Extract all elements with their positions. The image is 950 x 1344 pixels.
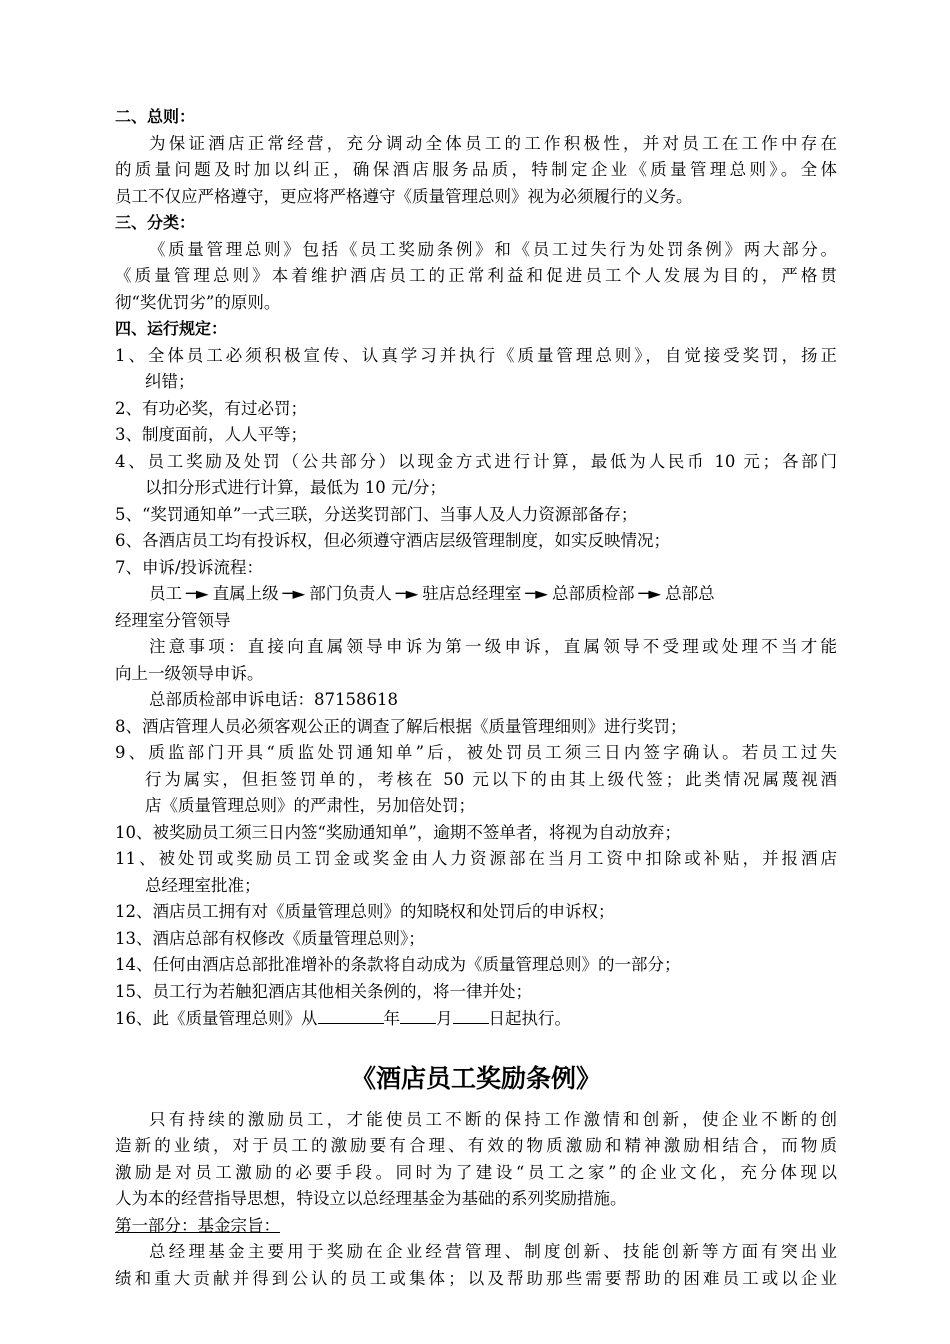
document-page	[115, 104, 837, 1292]
arrow-right-icon: ─►	[638, 584, 662, 603]
intro-line: 激励是对员工激励的必要手段。同时为了建设“员工之家”的企业文化，充分体现以	[115, 1162, 837, 1182]
paragraph-line: 员工不仅应严格遵守，更应将严格遵守《质量管理总则》视为必须履行的义务。	[115, 186, 693, 206]
rule-item-9-cont: 店《质量管理总则》的严肃性，另加倍处罚；	[145, 796, 475, 815]
section-heading-classification: 三、分类：	[115, 213, 196, 232]
rule-item-12: 12、酒店员工拥有对《质量管理总则》的知晓权和处罚后的申诉权；	[115, 902, 615, 921]
arrow-right-icon: ─►	[395, 584, 419, 603]
document-title: 《酒店员工奖励条例》	[350, 1063, 601, 1093]
intro-line: 人为本的经营指导思想，特设立以总经理基金为基础的系列奖励措施。	[115, 1189, 627, 1208]
day-blank	[453, 1005, 489, 1024]
rule-item-4: 4、员工奖励及处罚（公共部分）以现金方式进行计算，最低为人民币 10 元；各部门	[115, 451, 837, 471]
flow-step: 直属上级	[212, 584, 279, 603]
note-line: 注意事项：直接向直属领导申诉为第一级申诉，直属领导不受理或处理不当才能	[149, 637, 837, 656]
flow-step: 驻店总经理室	[422, 584, 522, 603]
rule-item-13: 13、酒店总部有权修改《质量管理总则》；	[115, 928, 425, 948]
flow-step: 员工	[149, 584, 182, 603]
part1-heading: 第一部分：基金宗旨：	[115, 1215, 280, 1235]
rule-item-9: 9、质监部门开具“质监处罚通知单”后，被处罚员工须三日内签字确认。若员工过失	[115, 743, 837, 762]
intro-line: 造新的业绩，对于员工的激励要有合理、有效的物质激励和精神激励相结合，而物质	[115, 1136, 837, 1155]
flow-step: 总部质检部	[552, 584, 635, 603]
year-label: 年	[383, 1009, 400, 1028]
rule-item-6: 6、各酒店员工均有投诉权，但必须遵守酒店层级管理制度，如实反映情况；	[115, 531, 670, 550]
paragraph-line: 《质量管理总则》包括《员工奖励条例》和《员工过失行为处罚条例》两大部分。	[149, 239, 837, 259]
paragraph-line: 的质量问题及时加以纠正，确保酒店服务品质，特制定企业《质量管理总则》。全体	[115, 160, 837, 179]
rule-item-9-cont: 行为属实，但拒签罚单的，考核在 50 元以下的由其上级代签；此类情况属蔑视酒	[145, 769, 837, 789]
rule-item-8: 8、酒店管理人员必须客观公正的调查了解后根据《质量管理细则》进行奖罚；	[115, 716, 687, 736]
rule-item-1: 1、全体员工必须积极宣传、认真学习并执行《质量管理总则》，自觉接受奖罚，扬正	[115, 345, 837, 365]
note-line: 向上一级领导申诉。	[115, 663, 264, 683]
part1-line: 总经理基金主要用于奖励在企业经营管理、制度创新、技能创新等方面有突出业	[149, 1242, 837, 1261]
appeal-phone: 总部质检部申诉电话：87158618	[149, 690, 398, 709]
rule-item-1-cont: 纠错；	[145, 372, 195, 391]
appeal-flow	[115, 581, 837, 608]
rule-item-16-text: 16、此《质量管理总则》从	[115, 1009, 318, 1028]
rule-item-11: 11、被处罚或奖励员工罚金或奖金由人力资源部在当月工资中扣除或补贴，并报酒店	[115, 849, 837, 868]
section-heading-rules: 四、运行规定：	[115, 319, 228, 338]
rule-item-15: 15、员工行为若触犯酒店其他相关条例的，将一律并处；	[115, 981, 532, 1001]
paragraph-line: 《质量管理总则》本着维护酒店员工的正常利益和促进员工个人发展为目的，严格贯	[115, 266, 837, 285]
arrow-right-icon: ─►	[282, 584, 306, 603]
day-label: 日起执行。	[488, 1009, 571, 1028]
rule-item-10: 10、被奖励员工须三日内签“奖励通知单”，逾期不签单者，将视为自动放弃；	[115, 822, 681, 842]
appeal-flow-cont: 经理室分管领导	[115, 610, 231, 630]
year-blank	[318, 1005, 384, 1024]
rule-item-16	[115, 1005, 837, 1033]
part1-line: 绩和重大贡献并得到公认的员工或集体；以及帮助那些需要帮助的困难员工或以企业	[115, 1268, 837, 1288]
rule-item-2: 2、有功必奖，有过必罚；	[115, 398, 307, 418]
section-heading-general: 二、总则：	[115, 107, 196, 126]
month-blank	[400, 1005, 436, 1024]
arrow-right-icon: ─►	[525, 584, 548, 603]
paragraph-line: 彻“奖优罚劣”的原则。	[115, 292, 281, 312]
arrow-right-icon: ─►	[186, 584, 209, 603]
flow-step: 总部总	[665, 584, 715, 603]
rule-item-7: 7、申诉/投诉流程：	[115, 557, 264, 577]
rule-item-3: 3、制度面前，人人平等；	[115, 425, 307, 444]
intro-line: 只有持续的激励员工，才能使员工不断的保持工作激情和创新，使企业不断的创	[149, 1109, 837, 1129]
rule-item-5: 5、“奖罚通知单”一式三联，分送奖罚部门、当事人及人力资源部备存；	[115, 504, 638, 524]
month-label: 月	[436, 1009, 453, 1028]
rule-item-11-cont: 总经理室批准；	[145, 875, 261, 895]
rule-item-4-cont: 以扣分形式进行计算，最低为 10 元/分；	[145, 478, 447, 497]
paragraph-line: 为保证酒店正常经营，充分调动全体员工的工作积极性，并对员工在工作中存在	[149, 133, 837, 153]
rule-item-14: 14、任何由酒店总部批准增补的条款将自动成为《质量管理总则》的一部分；	[115, 955, 681, 974]
flow-step: 部门负责人	[309, 584, 392, 603]
